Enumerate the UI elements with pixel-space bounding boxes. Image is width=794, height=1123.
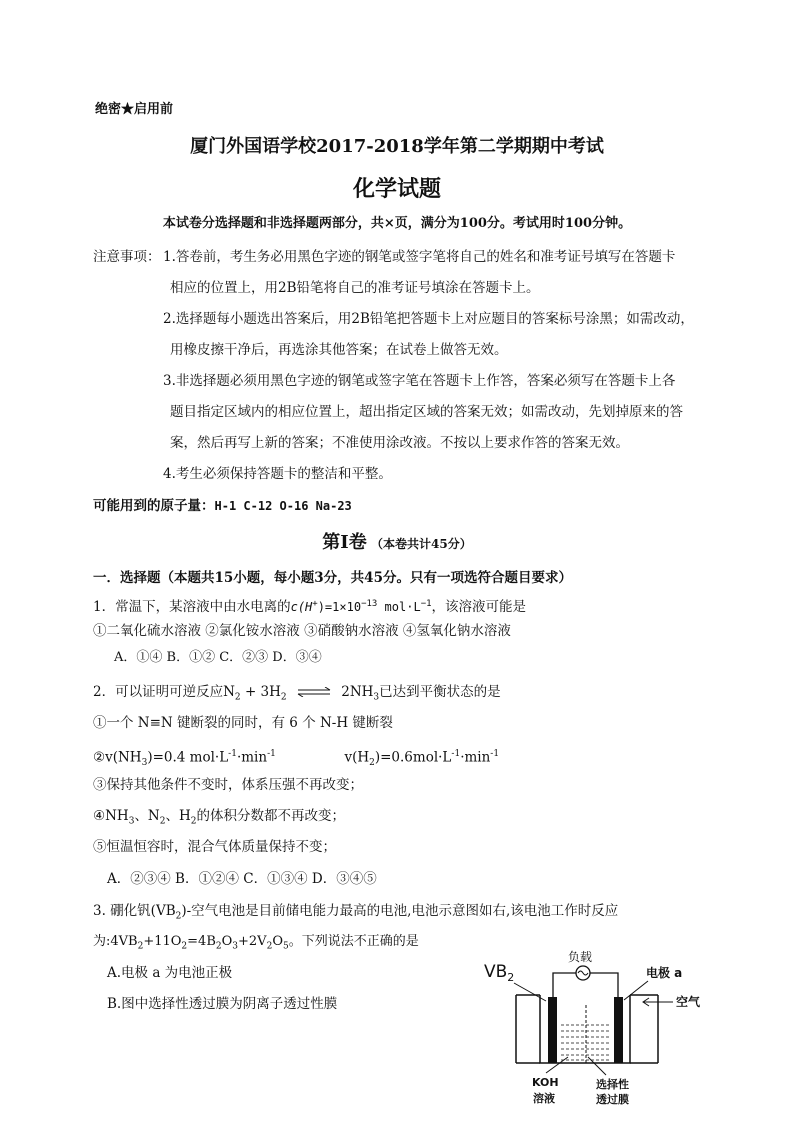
q1-stem-text: 1．常温下，某溶液中由水电离的 <box>93 599 291 615</box>
q2-statement-5: ⑤恒温恒容时，混合气体质量保持不变； <box>93 839 336 855</box>
membrane-label: 选择性 <box>596 1078 629 1091</box>
q2-s2-exp: -1 <box>267 749 276 759</box>
section-score-note: （本卷共计45分） <box>371 537 472 551</box>
secret-mark: 绝密★启用前 <box>95 102 174 117</box>
q1-formula: $c(H^+)=1\times 10^{-13}$ $mol\cdot L^{-1}$ <box>290 599 432 614</box>
exam-intro: 本试卷分选择题和非选择题两部分，共×页，满分为100分。考试用时100分钟。 <box>162 216 632 231</box>
part-heading: 一．选择题（本题共15小题，每小题3分，共45分。只有一项选符合题目要求） <box>93 570 572 586</box>
q2-s4-part: ④NH <box>93 808 129 824</box>
q1-exponent: −13 <box>361 599 378 609</box>
q3-eq-part: O <box>221 934 233 949</box>
q2-s2-part: )=0.4 mol·L <box>147 749 229 766</box>
note-2-line-1: 2.选择题每小题选出答案后，用2B铅笔把答题卡上对应题目的答案标号涂黑；如需改动， <box>163 311 694 327</box>
q2-s2-exp: -1 <box>228 749 237 759</box>
q2-s2-exp: -1 <box>490 749 500 759</box>
q3-eq-part: 。下列说法不正确的是 <box>288 934 419 949</box>
note-1-line-2: 相应的位置上，用2B铅笔将自己的准考证号填涂在答题卡上。 <box>170 280 540 296</box>
battery-diagram <box>478 945 718 1120</box>
school-title: 厦门外国语学校2017-2018学年第二学期期中考试 <box>190 136 604 157</box>
q1-unit-exponent: −1 <box>420 599 432 609</box>
koh-solution-label: 溶液 <box>533 1092 555 1105</box>
q2-s4-part: 、H <box>165 808 191 824</box>
q3-option-b: B.图中选择性透过膜为阴离子透过性膜 <box>107 996 338 1012</box>
notes-label: 注意事项： <box>93 249 161 265</box>
q3-stem-part: 3. 硼化钒(VB <box>93 903 176 919</box>
q1-conc-symbol: c(H <box>290 600 313 614</box>
q3-stem-line-1: 3. 硼化钒$(VB_2)-$空气电池是目前储电能力最高的电池,电池示意图如右,该电池工作时反应 <box>93 903 619 922</box>
koh-label: KOH <box>532 1076 559 1089</box>
q2-eq-left: N <box>223 684 235 700</box>
air-label: 空气 <box>676 995 701 1009</box>
note-4: 4.考生必须保持答题卡的整洁和平整。 <box>163 466 392 482</box>
section-title: 第Ⅰ卷 <box>322 532 367 553</box>
q2-s2-part: ②v(NH <box>93 749 142 766</box>
q1-items: ①二氧化硫水溶液 ②氯化铵水溶液 ③硝酸钠水溶液 ④氢氧化钠水溶液 <box>93 623 511 639</box>
note-2-line-2: 用橡皮擦干净后，再选涂其他答案；在试卷上做答无效。 <box>170 342 508 358</box>
wire-right <box>590 973 618 997</box>
atomic-mass-line <box>93 497 352 515</box>
q2-eq-right: 2NH <box>341 684 374 700</box>
q2-s2-part: v(H <box>344 749 370 766</box>
q3-option-a: A.电极 a 为电池正极 <box>107 965 233 981</box>
q2-statement-3: ③保持其他条件不变时，体系压强不再改变； <box>93 777 363 793</box>
q2-options: A．②③④ B．①②④ C．①③④ D．③④⑤ <box>107 871 377 887</box>
note-3-line-3: 案，然后再写上新的答案；不准使用涂改液。不按以上要求作答的答案无效。 <box>170 435 629 451</box>
q3-stem-line-2: 为$:4VB_2+11O_2=4B_2O_3+2V_2O_5$。下列说法不正确的是 <box>93 934 419 952</box>
q3-eq-part: +2V <box>238 934 267 949</box>
load-label: 负载 <box>568 950 593 964</box>
section-heading <box>0 534 794 553</box>
q1-unit: mol·L <box>377 600 421 614</box>
q2-s4-part: 的体积分数都不再改变； <box>196 808 345 824</box>
q2-statement-1: ①一个 N≡N 键断裂的同时，有 6 个 N-H 键断裂 <box>93 715 393 731</box>
wire-left <box>553 973 576 997</box>
q3-eq-part: O <box>272 934 283 949</box>
vb2-electrode <box>548 997 557 1063</box>
equilibrium-arrow-icon <box>297 684 331 702</box>
q2-s2-exp: -1 <box>451 749 461 759</box>
q3-eq-part: 为:4VB <box>93 934 138 949</box>
q2-s2-part: ·min <box>460 749 491 766</box>
q3-stem-part: )-空气电池是目前储电能力最高的电池,电池示意图如右,该电池工作时反应 <box>181 903 619 919</box>
subject-title: 化学试题 <box>352 176 441 202</box>
atomic-mass-values: H-1 C-12 O-16 Na-23 <box>214 499 352 513</box>
note-3-line-2: 题目指定区域内的相应位置上，超出指定区域的答案无效；如需改动，先划掉原来的答 <box>170 404 683 420</box>
q1-stem-end: ，该溶液可能是 <box>431 599 527 615</box>
q2-s2-part: ·min <box>236 749 268 766</box>
electrode-a-label: 电极 a <box>646 966 683 980</box>
q2-statement-4: $④NH_3$、$N_2$、$H_2$的体积分数都不再改变； <box>93 808 345 827</box>
q1-stem <box>93 595 526 616</box>
q2-s2-part: )=0.6mol·L <box>374 749 452 766</box>
q1-options: A．①④ B．①② C．②③ D．③④ <box>114 650 322 665</box>
atomic-mass-label: 可能用到的原子量： <box>93 498 215 514</box>
note-3-line-1: 3.非选择题必须用黑色字迹的钢笔或签字笔在答题卡上作答，答案必须写在答题卡上各 <box>163 373 676 389</box>
electrode-a <box>614 997 623 1063</box>
note-1-line-1: 1.答卷前，考生务必用黑色字迹的钢笔或签字笔将自己的姓名和准考证号填写在答题卡 <box>163 249 676 265</box>
q3-eq-part: +11O <box>143 934 182 949</box>
q1-value: )=1×10 <box>317 600 362 614</box>
q2-eq-mid: + 3H <box>244 684 281 700</box>
q2-stem-text: 2．可以证明可逆反应 <box>93 684 224 700</box>
q2-stem-end: 已达到平衡状态的是 <box>379 684 501 700</box>
q2-statement-2: $②v(NH_3)=0.4$ $mol\cdot L^{-1}\cdot\min^{-1}$ $v(H_2)=0.6mol\cdot L^{-1}\cdot\min^{-1}$ <box>93 749 500 769</box>
q2-s4-part: 、N <box>134 808 160 824</box>
q2-stem: 2．可以证明可逆反应$N_2 + 3H_2$ $2NH_3$已达到平衡状态的是 <box>93 684 501 703</box>
membrane-label-2: 透过膜 <box>596 1093 629 1106</box>
q3-eq-part: =4B <box>187 934 216 949</box>
vb2-label: $VB_2$ <box>484 962 515 984</box>
